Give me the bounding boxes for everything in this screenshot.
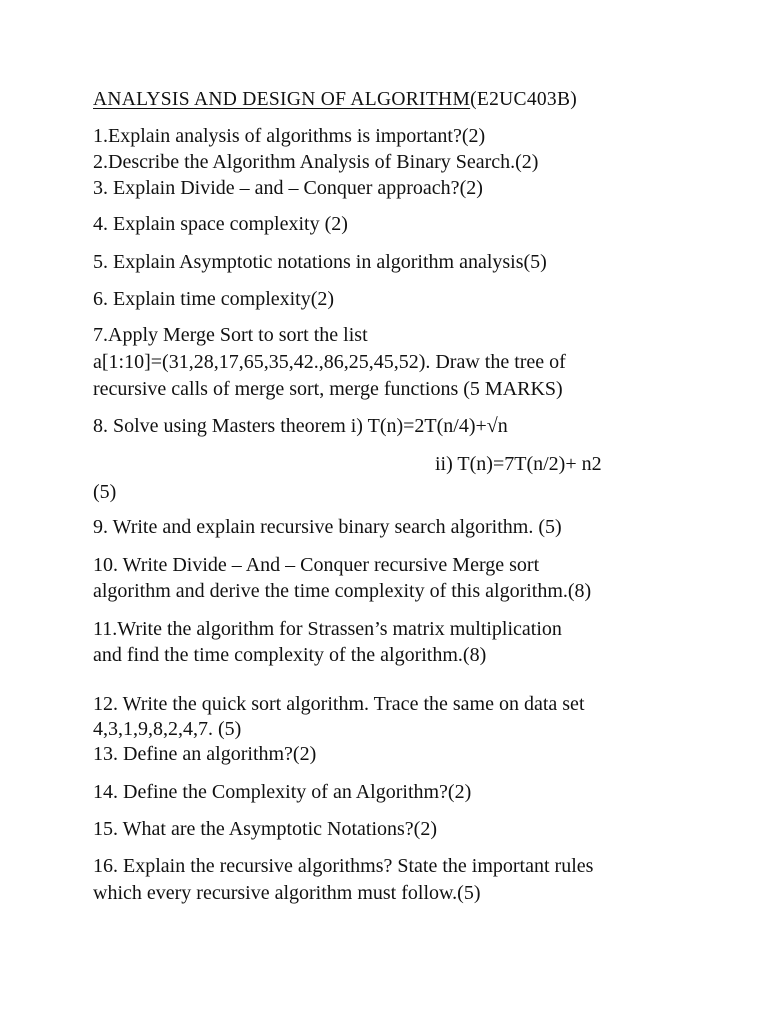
question-12-line-2: 4,3,1,9,8,2,4,7. (5)	[93, 718, 242, 740]
question-2: 2.Describe the Algorithm Analysis of Binary Search.(2)	[93, 151, 539, 173]
question-10-line-1: 10. Write Divide – And – Conquer recursive Merge sort	[93, 554, 540, 576]
question-6: 6. Explain time complexity(2)	[93, 288, 335, 310]
question-16-line-1: 16. Explain the recursive algorithms? State the important rules	[93, 855, 594, 877]
question-8-line-1: 8. Solve using Masters theorem i) T(n)=2T(n/4)+√n	[93, 415, 508, 437]
question-7-line-2: a[1:10]=(31,28,17,65,35,42.,86,25,45,52). Draw the tree of	[93, 351, 566, 373]
question-5: 5. Explain Asymptotic notations in algorithm analysis(5)	[93, 251, 547, 273]
title-underlined-text: ANALYSIS AND DESIGN OF ALGORITHM	[93, 89, 471, 110]
course-code: (E2UC403B)	[470, 89, 578, 110]
question-7-line-1: 7.Apply Merge Sort to sort the list	[93, 324, 368, 346]
question-4: 4. Explain space complexity (2)	[93, 213, 348, 235]
question-7-line-3: recursive calls of merge sort, merge functions (5 MARKS)	[93, 378, 563, 400]
question-12-line-1: 12. Write the quick sort algorithm. Trace the same on data set	[93, 693, 585, 715]
question-9: 9. Write and explain recursive binary search algorithm. (5)	[93, 516, 562, 538]
question-11-line-1: 11.Write the algorithm for Strassen’s matrix multiplication	[93, 618, 562, 640]
question-3: 3. Explain Divide – and – Conquer approach?(2)	[93, 177, 483, 199]
question-10-line-2: algorithm and derive the time complexity of this algorithm.(8)	[93, 580, 592, 602]
question-1: 1.Explain analysis of algorithms is important?(2)	[93, 125, 486, 147]
question-11-line-2: and find the time complexity of the algorithm.(8)	[93, 644, 487, 666]
document-title	[93, 89, 577, 111]
question-8-marks: (5)	[93, 481, 117, 503]
question-13: 13. Define an algorithm?(2)	[93, 743, 317, 765]
question-16-line-2: which every recursive algorithm must follow.(5)	[93, 882, 481, 904]
question-15: 15. What are the Asymptotic Notations?(2)	[93, 818, 437, 840]
question-8-line-2: ii) T(n)=7T(n/2)+ n2	[435, 453, 602, 475]
question-14: 14. Define the Complexity of an Algorithm?(2)	[93, 781, 472, 803]
